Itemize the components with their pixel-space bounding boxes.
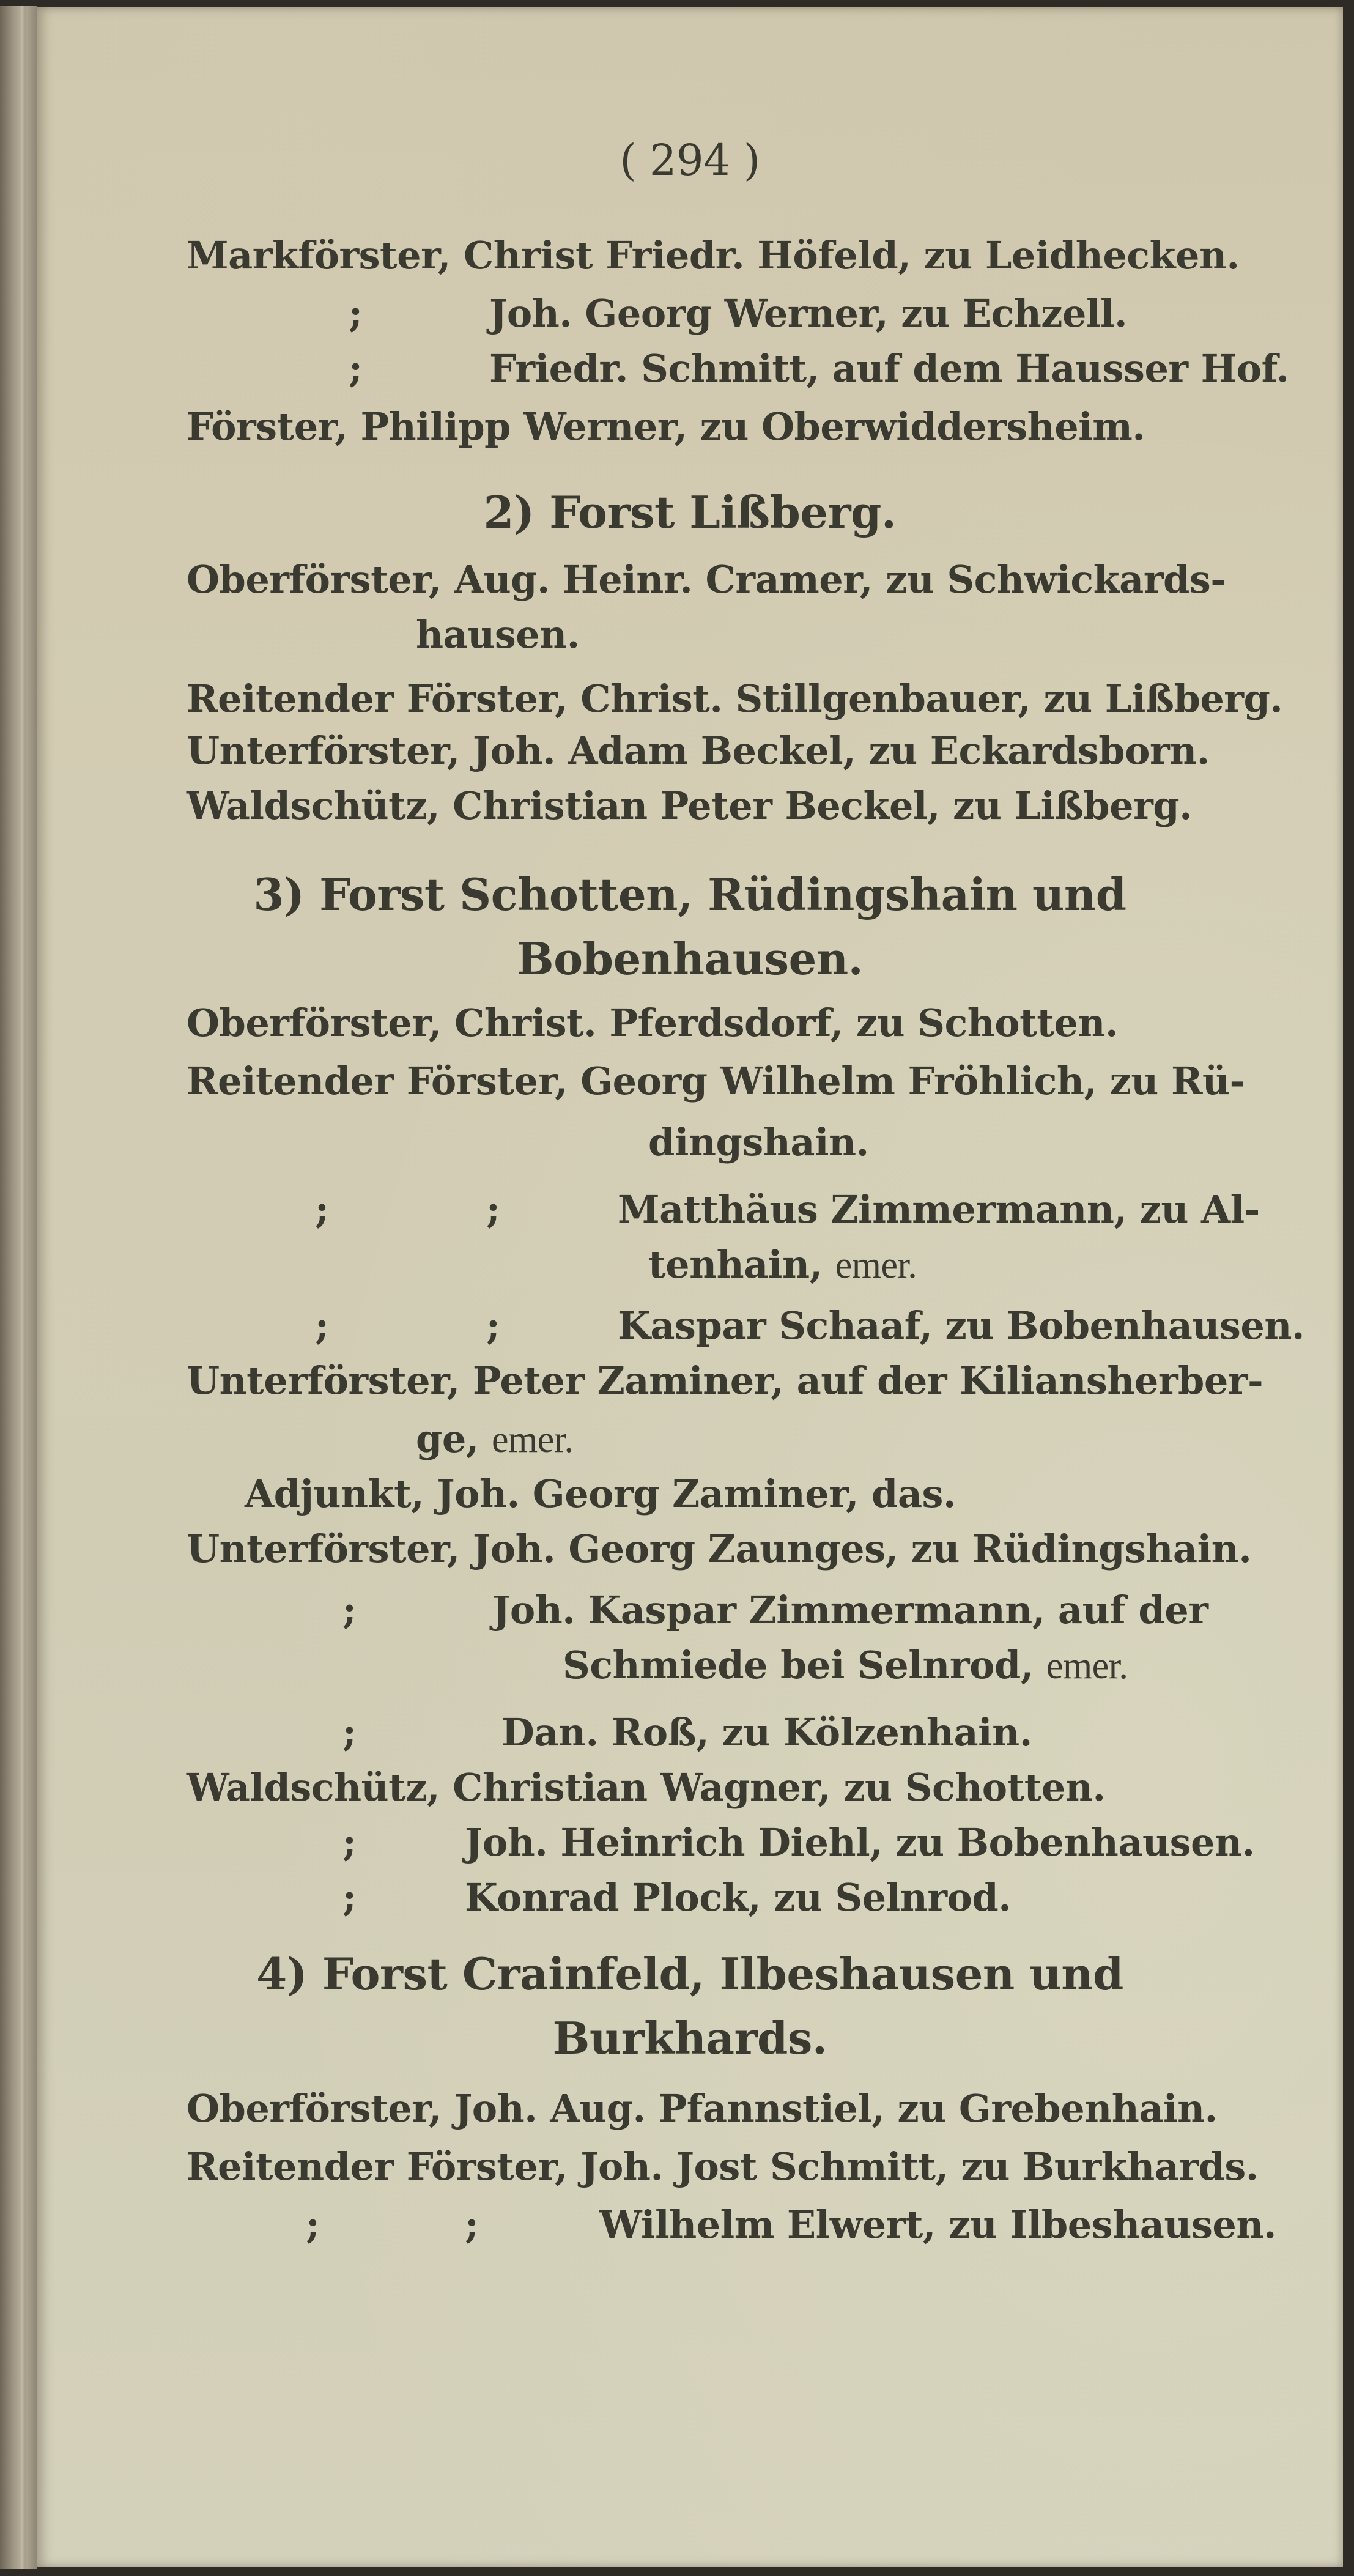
ditto-mark: ;	[315, 1303, 329, 1348]
entry-line: Unterförster, Joh. Adam Beckel, zu Eckardsborn.	[187, 728, 1210, 773]
entry-line: Reitender Förster, Joh. Jost Schmitt, zu Burkhards.	[187, 2144, 1259, 2189]
entry-place: zu Echzell.	[901, 291, 1128, 336]
entry-line: Unterförster, Peter Zaminer, auf der Kiliansherber-	[187, 1358, 1263, 1403]
ditto-mark: ;	[342, 1710, 357, 1755]
page-text	[37, 7, 1343, 2567]
entry-line: Adjunkt, Joh. Georg Zaminer, das.	[245, 1471, 956, 1516]
ditto-mark: ;	[349, 291, 363, 336]
book-page	[37, 7, 1343, 2567]
entry-markfoerster-hoefeld	[187, 233, 1240, 278]
entry-line: Oberförster, Christ. Pferdsdorf, zu Schotten.	[187, 1001, 1119, 1045]
emeritus-note: emer.	[835, 1245, 917, 1286]
entry-line: Joh. Kaspar Zimmermann, auf der	[492, 1588, 1208, 1632]
ditto-mark: ;	[342, 1820, 357, 1865]
entry-continuation	[648, 1242, 917, 1287]
section-heading-schotten: 3) Forst Schotten, Rüdingshain und	[253, 868, 1126, 920]
entry-schmitt-hausser-hof	[489, 346, 1289, 391]
entry-continuation	[416, 1416, 574, 1461]
entry-place: zu Oberwiddersheim.	[700, 404, 1145, 449]
book-gutter	[0, 6, 37, 2569]
continuation-text: tenhain,	[648, 1242, 823, 1287]
entry-place: auf dem Hausser Hof.	[832, 346, 1289, 391]
section-heading-crainfeld: 4) Forst Crainfeld, Ilbeshausen und	[256, 1948, 1123, 2000]
ditto-mark: ;	[342, 1875, 357, 1920]
ditto-mark: ;	[306, 2202, 320, 2247]
section-heading-lissberg: 2) Forst Lißberg.	[483, 486, 897, 538]
ditto-mark: ;	[465, 2202, 479, 2247]
entry-line: Joh. Heinrich Diehl, zu Bobenhausen.	[465, 1820, 1255, 1865]
entry-place: zu Leidhecken.	[923, 233, 1240, 278]
continuation-text: Schmiede bei Selnrod,	[563, 1643, 1034, 1687]
ditto-mark: ;	[315, 1187, 329, 1232]
entry-line: Waldschütz, Christian Wagner, zu Schotten.	[187, 1765, 1106, 1810]
entry-werner-echzell	[489, 291, 1128, 336]
continuation-text: ge,	[416, 1416, 479, 1461]
entry-line: Oberförster, Aug. Heinr. Cramer, zu Schwickards-	[187, 557, 1226, 602]
entry-line: Oberförster, Joh. Aug. Pfannstiel, zu Grebenhain.	[187, 2086, 1218, 2131]
entry-line: Dan. Roß, zu Kölzenhain.	[501, 1710, 1032, 1755]
entry-role: Markförster,	[187, 233, 451, 278]
ditto-mark: ;	[486, 1303, 500, 1348]
entry-line: Waldschütz, Christian Peter Beckel, zu Lißberg.	[187, 783, 1193, 828]
section-heading-crainfeld-cont: Burkhards.	[552, 2012, 827, 2064]
entry-name: Christ Friedr. Höfeld,	[463, 233, 911, 278]
emeritus-note: emer.	[1046, 1645, 1128, 1687]
entry-name: Friedr. Schmitt,	[489, 346, 819, 391]
entry-line: Reitender Förster, Christ. Stillgenbauer, zu Lißberg.	[187, 676, 1283, 721]
section-heading-schotten-cont: Bobenhausen.	[516, 933, 864, 985]
ditto-mark: ;	[486, 1187, 500, 1232]
entry-role: Förster,	[187, 404, 348, 449]
entry-line: Matthäus Zimmermann, zu Al-	[618, 1187, 1260, 1232]
ditto-mark: ;	[342, 1588, 357, 1632]
book-spine-edge	[21, 6, 26, 2569]
entry-line: Kaspar Schaaf, zu Bobenhausen.	[618, 1303, 1305, 1348]
emeritus-note: emer.	[491, 1419, 574, 1460]
entry-name: Philipp Werner,	[360, 404, 687, 449]
entry-line: Unterförster, Joh. Georg Zaunges, zu Rüdingshain.	[187, 1527, 1252, 1571]
page-number: ( 294 )	[620, 135, 760, 185]
entry-foerster-werner	[187, 404, 1145, 449]
entry-line: Wilhelm Elwert, zu Ilbeshausen.	[599, 2202, 1276, 2247]
ditto-mark: ;	[349, 346, 363, 391]
entry-name: Joh. Georg Werner,	[489, 291, 889, 336]
entry-line: Reitender Förster, Georg Wilhelm Fröhlich, zu Rü-	[187, 1059, 1245, 1103]
entry-continuation	[563, 1643, 1128, 1687]
entry-continuation: hausen.	[416, 612, 580, 657]
entry-continuation: dingshain.	[648, 1120, 869, 1164]
entry-line: Konrad Plock, zu Selnrod.	[465, 1875, 1012, 1920]
